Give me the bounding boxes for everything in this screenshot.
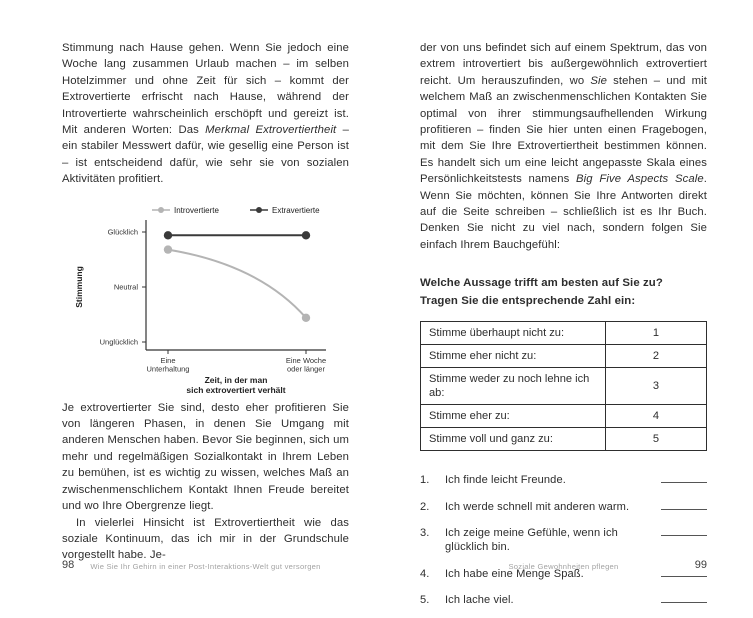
left-text-column — [62, 40, 349, 564]
data-point — [164, 245, 172, 253]
question-text: Ich habe eine Menge Spaß. — [445, 567, 584, 580]
answer-blank-line — [661, 524, 707, 536]
page-footer-left — [62, 559, 349, 571]
text-segment: Stimmung nach Hause gehen. Wenn Sie jedoch eine Woche lang zusammen Urlaub machen – im selben Hotelzimmer und ohne Zeit für sich – kommt der Extrovertierte erfrischt nach Hause, während der Introvertierte wahrscheinlich erschöpft und gereizt ist. Mit anderen Worten: Das — [62, 42, 349, 137]
running-title: Wie Sie Ihr Gehirn in einer Post-Interaktions-Welt gut versorgen — [90, 562, 321, 571]
questionnaire-item — [420, 591, 707, 607]
page-number: 99 — [694, 559, 707, 571]
data-point — [164, 231, 172, 239]
scale-table-row — [421, 322, 707, 345]
scale-value: 2 — [606, 345, 707, 368]
page-number: 98 — [62, 559, 75, 571]
scale-statement: Stimme eher zu: — [421, 405, 606, 428]
question-number: 5. — [420, 594, 430, 607]
right-text-column — [420, 40, 707, 618]
text-segment: In vielerlei Hinsicht ist Extrovertiertheit wie das soziale Kontinuum, das ich mir in der Grundschule vorgestellt habe. Je- — [62, 516, 349, 562]
answer-blank-line — [661, 591, 707, 603]
questionnaire-heading — [420, 275, 707, 310]
scale-statement: Stimme eher nicht zu: — [421, 345, 606, 368]
text-segment: stehen – und mit welchem Maß an zwischenmenschlichen Kontakten Sie optimal von ihrer stimmungsaufhellenden Wirkung profitieren – finden Sie hier unten einen Fragebogen, mit dem Sie Ihre Extrovertiertheit bestimmen können. Es handelt sich um eine leicht angepasste Skala eines Persönlichkeitstests namens — [420, 74, 707, 186]
body-paragraph — [62, 515, 349, 564]
scale-value: 5 — [606, 428, 707, 451]
scale-value: 1 — [606, 322, 707, 345]
question-number: 1. — [420, 474, 430, 487]
running-title: Soziale Gewohnheiten pflegen — [508, 562, 619, 571]
scale-statement: Stimme voll und ganz zu: — [421, 428, 606, 451]
italic-text-segment: Sie — [590, 74, 607, 87]
questionnaire-items — [420, 471, 707, 607]
scale-table-row — [421, 345, 707, 368]
answer-blank-line — [661, 471, 707, 483]
questionnaire-heading-line2: Tragen Sie die entsprechende Zahl ein: — [420, 294, 636, 307]
body-paragraph — [420, 40, 707, 253]
scale-table-row — [421, 368, 707, 405]
italic-text-segment: Merkmal Extrovertiertheit — [205, 124, 337, 137]
question-text: Ich lache viel. — [445, 594, 514, 607]
data-point — [302, 313, 310, 321]
mood-chart-svg — [68, 202, 338, 400]
book-page-right — [377, 0, 753, 607]
question-text: Ich werde schnell mit anderen warm. — [445, 500, 630, 513]
y-tick-label: Neutral — [113, 282, 138, 292]
body-paragraph — [62, 400, 349, 515]
text-segment: – ein stabiler Messwert dafür, wie gesellig eine Person ist – ist entscheidend dafür, wie sehr sie von sozialen Aktivitäten profitiert. — [62, 124, 349, 186]
scale-statement: Stimme weder zu noch lehne ich ab: — [421, 368, 606, 405]
series-line-introvertierte — [168, 249, 306, 317]
body-paragraph — [62, 40, 349, 188]
x-tick-label: Unterhaltung — [146, 364, 190, 374]
question-number: 4. — [420, 567, 430, 580]
x-axis-title: Zeit, in der man — [204, 374, 268, 385]
question-text: Ich zeige meine Gefühle, wenn ich glücklich bin. — [445, 527, 618, 554]
x-tick-label: Eine — [160, 355, 176, 365]
question-text: Ich finde leicht Freunde. — [445, 474, 566, 487]
mood-line-chart — [68, 202, 338, 400]
y-axis-title: Stimmung — [74, 265, 84, 308]
y-tick-label: Unglücklich — [99, 337, 138, 347]
question-number: 2. — [420, 500, 430, 513]
text-segment: Je extrovertierter Sie sind, desto eher profitieren Sie von längeren Phasen, in denen Sie Umgang mit anderen Menschen haben. Bevor Sie beginnen, sich um mehr und regelmäßigen Sozialkontakt in Ihrem Leben zu bemühen, ist es wichtig zu wissen, welches Maß an zwischenmenschlichem Kontakt Ihnen Freude bereitet und wo Ihre Obergrenze liegt. — [62, 401, 349, 513]
text-segment: der von uns befindet sich auf einem Spektrum, das von extrem introvertiert bis außergewöhnlich extrovertiert reicht. Um herauszufinden, wo — [420, 42, 707, 87]
legend-marker — [256, 207, 262, 213]
questionnaire-item — [420, 471, 707, 487]
x-axis-title: sich extrovertiert verhält — [186, 384, 286, 395]
scale-table-row — [421, 428, 707, 451]
scale-value: 4 — [606, 405, 707, 428]
legend-label: Extravertierte — [272, 205, 320, 215]
italic-text-segment: Big Five Aspects Scale — [576, 173, 704, 186]
questionnaire-item — [420, 498, 707, 514]
question-number: 3. — [420, 527, 430, 540]
text-segment: . Wenn Sie möchten, können Sie Ihre Antworten direkt auf die Seite schreiben – schließlich ist es Ihr Buch. Denken Sie nicht zu viel nach, sondern folgen Sie einfach Ihrem Bauchgefühl: — [420, 173, 707, 251]
legend-label: Introvertierte — [174, 205, 219, 215]
scale-table-row — [421, 405, 707, 428]
x-tick-label: oder länger — [287, 364, 325, 374]
legend-marker — [158, 207, 164, 213]
scale-value: 3 — [606, 368, 707, 405]
data-point — [302, 231, 310, 239]
x-tick-label: Eine Woche — [285, 355, 327, 365]
questionnaire-heading-line1: Welche Aussage trifft am besten auf Sie zu? — [420, 277, 663, 290]
y-tick-label: Glücklich — [107, 227, 138, 237]
rating-scale-table — [420, 321, 707, 451]
answer-blank-line — [661, 498, 707, 510]
page-footer-right — [420, 559, 707, 571]
book-page-left — [0, 0, 376, 600]
questionnaire-item — [420, 524, 707, 554]
scale-statement: Stimme überhaupt nicht zu: — [421, 322, 606, 345]
